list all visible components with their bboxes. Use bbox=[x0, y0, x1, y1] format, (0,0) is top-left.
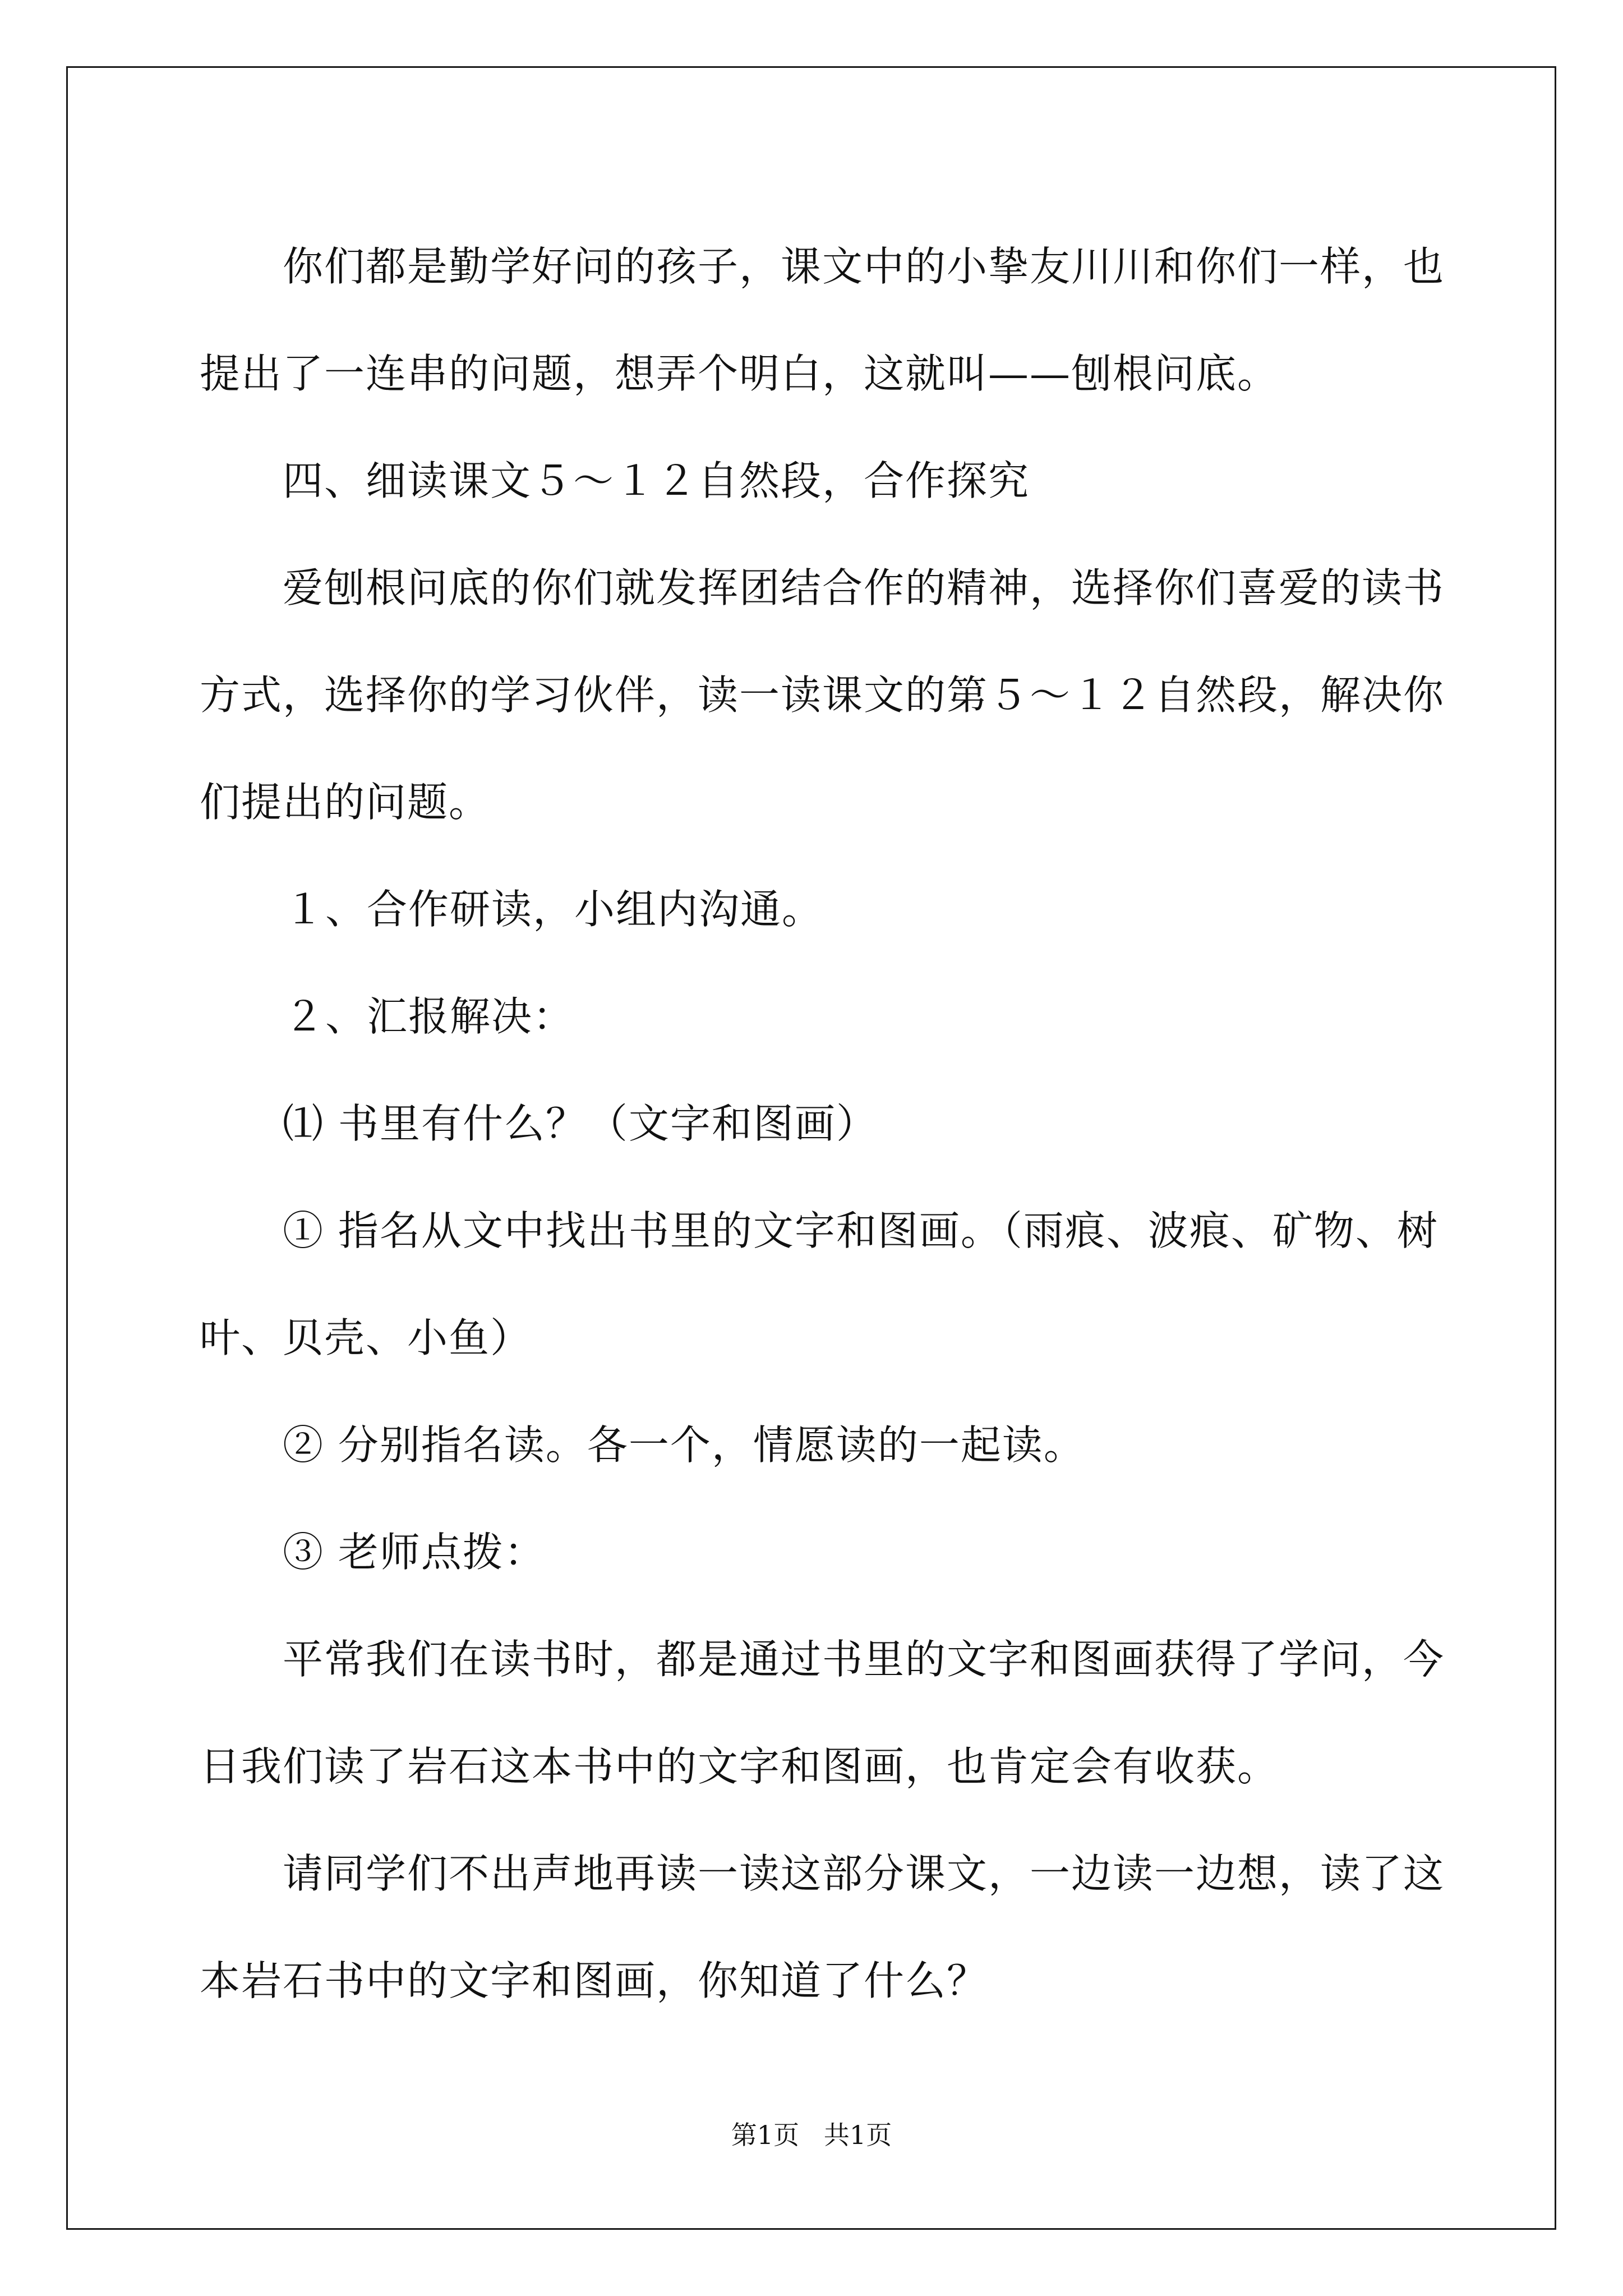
paragraph-line: 方式，选择你的学习伙伴，读一读课文的第５～１２自然段，解决你 bbox=[200, 671, 1445, 719]
paragraph-line: 平常我们在读书时，都是通过书里的文字和图画获得了学问，今 bbox=[283, 1636, 1445, 1683]
paragraph-line: 们提出的问题。 bbox=[200, 779, 491, 826]
document-body bbox=[200, 213, 1445, 2035]
list-item: ２、汇报解决： bbox=[284, 993, 575, 1040]
paragraph-line: 你们都是勤学好问的孩子，课文中的小挚友川川和你们一样，也 bbox=[283, 243, 1445, 290]
paragraph-line: 本岩石书中的文字和图画，你知道了什么？ bbox=[200, 1957, 989, 2004]
paragraph-line: 爱刨根问底的你们就发挥团结合作的精神，选择你们喜爱的读书 bbox=[283, 564, 1445, 611]
paragraph-line: 请同学们不出声地再读一读这部分课文，一边读一边想，读了这 bbox=[283, 1850, 1445, 1897]
paragraph-line: 提出了一连串的问题，想弄个明白，这就叫——刨根问底。 bbox=[200, 350, 1279, 397]
list-item: １、合作研读，小组内沟通。 bbox=[284, 886, 824, 933]
page-footer: 第1页 共1页 bbox=[731, 2120, 892, 2150]
section-heading: 四、细读课文５～１２自然段，合作探究 bbox=[283, 457, 1030, 504]
sub-item: ① 指名从文中找出书里的文字和图画。（雨痕、波痕、矿物、树 bbox=[283, 1207, 1438, 1254]
sub-item: ③ 老师点拨： bbox=[283, 1529, 546, 1576]
sub-item: ⑴ 书里有什么？（文字和图画） bbox=[283, 1100, 878, 1147]
sub-item: ② 分别指名读。各一个，情愿读的一起读。 bbox=[283, 1421, 1085, 1469]
paragraph-line: 叶、贝壳、小鱼） bbox=[200, 1314, 532, 1361]
paragraph-line: 日我们读了岩石这本书中的文字和图画，也肯定会有收获。 bbox=[200, 1743, 1279, 1790]
